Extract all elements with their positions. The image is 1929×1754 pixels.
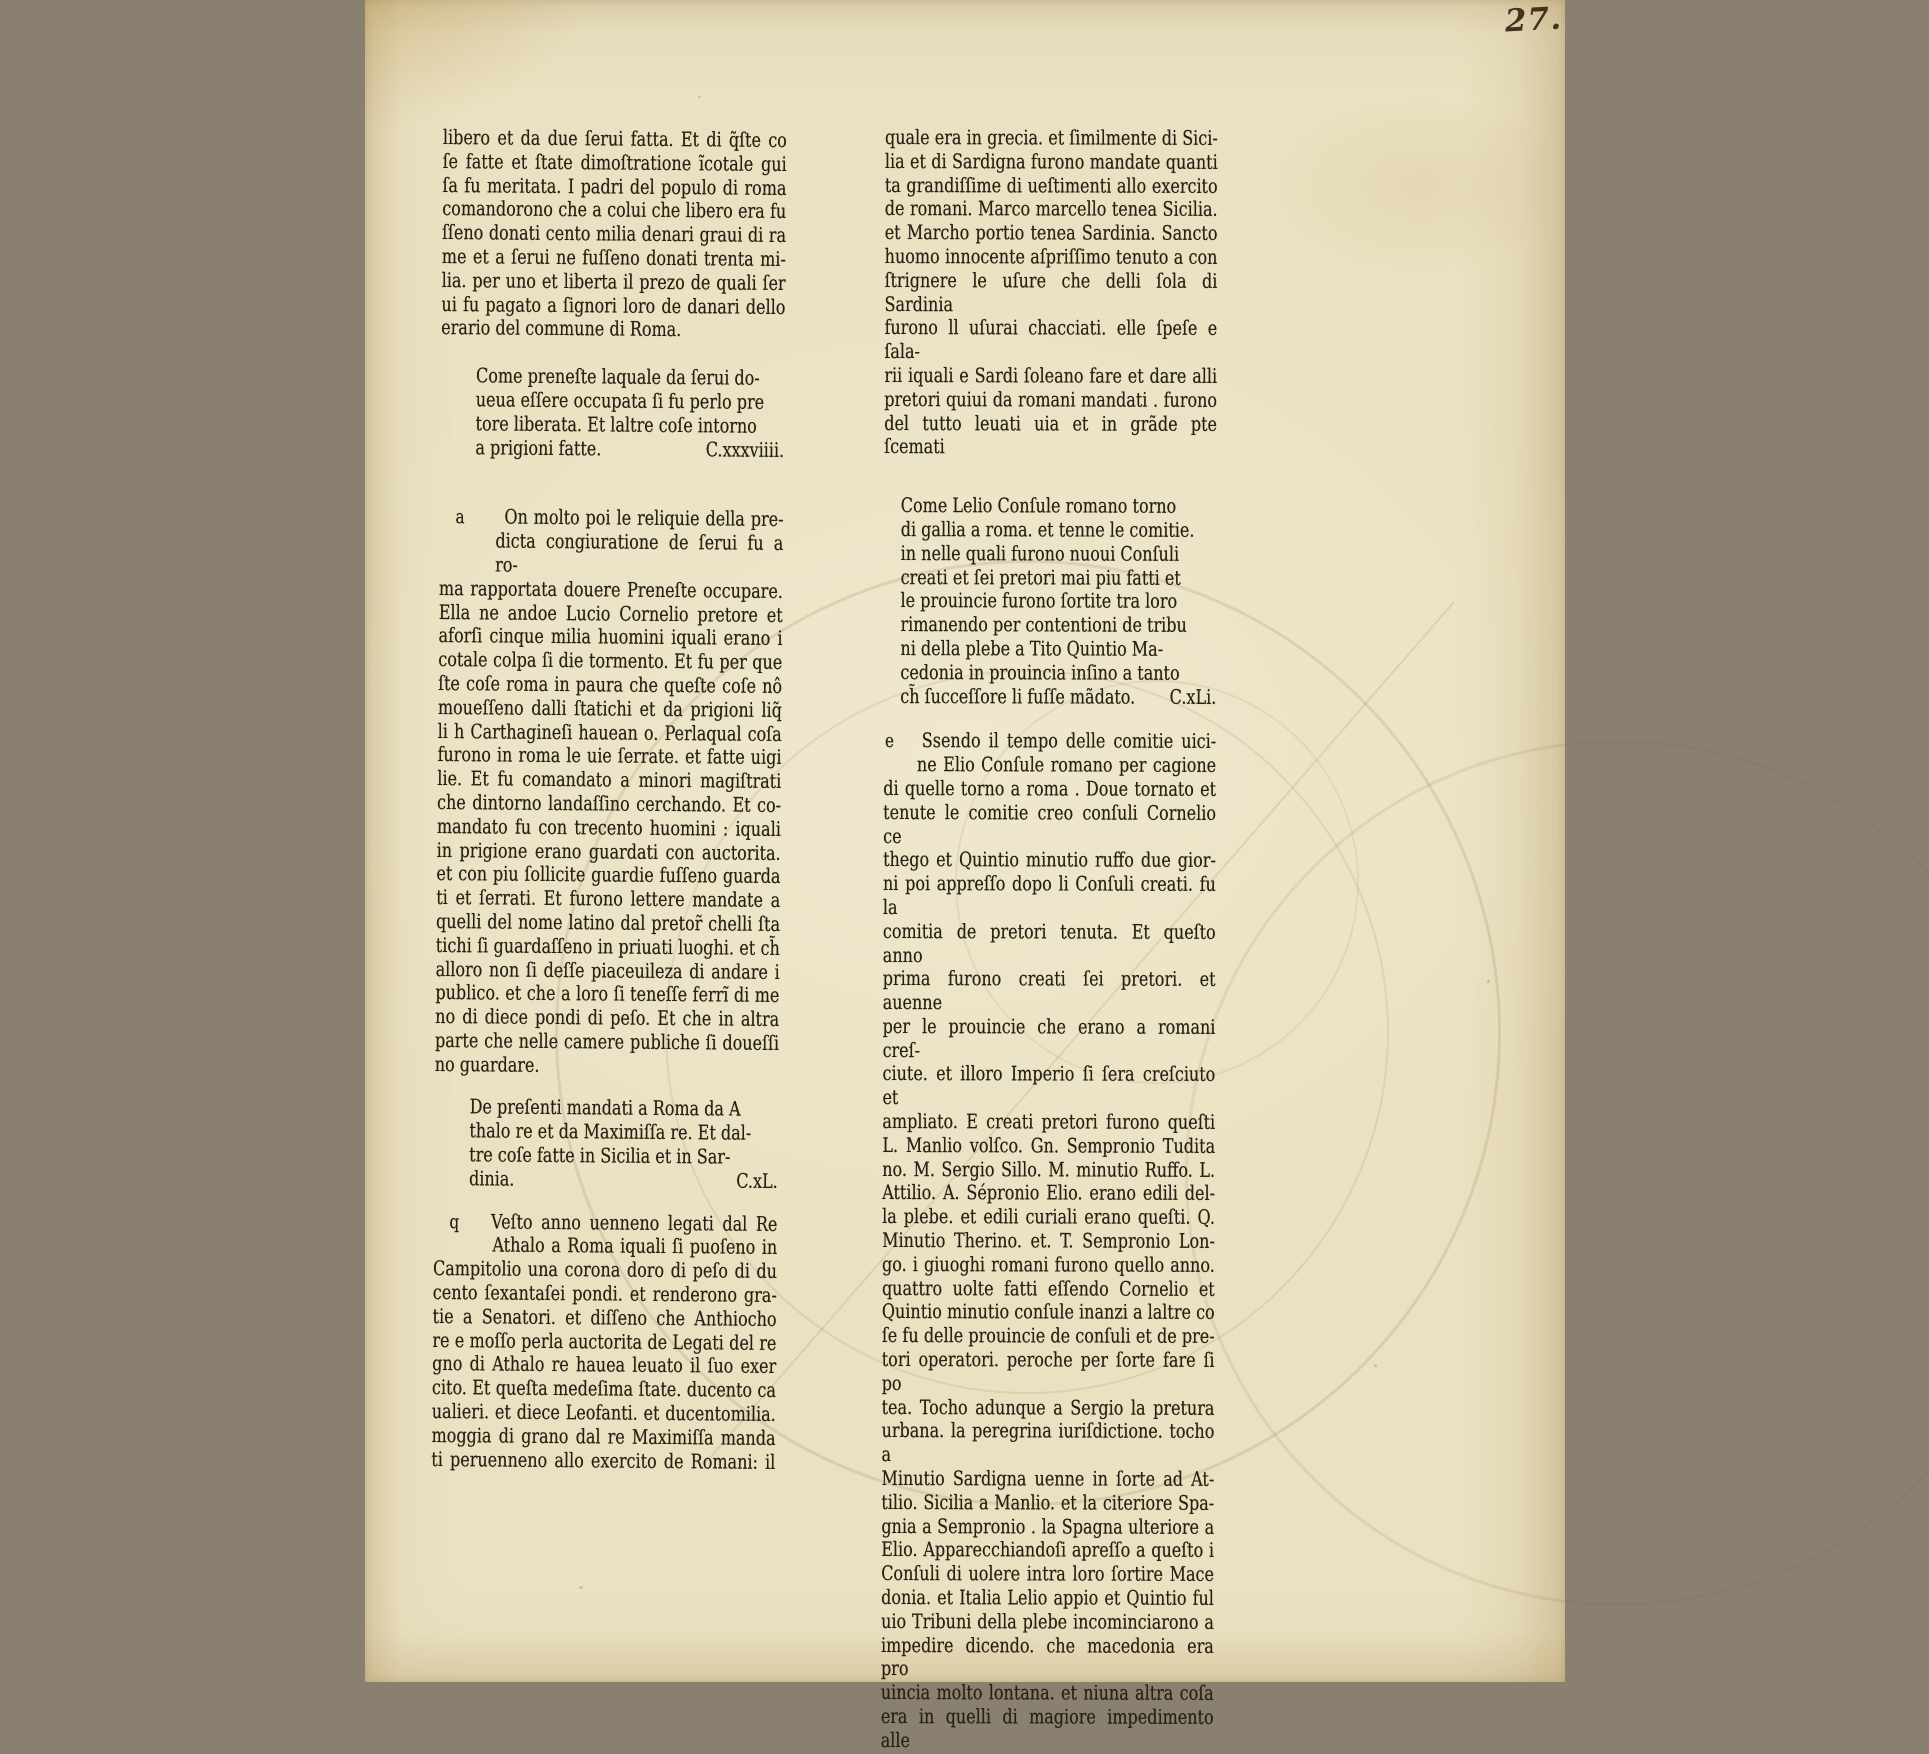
text-line: ualieri. et diece Leofanti. et ducentomilia. <box>431 1400 775 1427</box>
chapter-summary <box>468 1096 778 1194</box>
text-line: ti peruenneno allo exercito de Romani: il <box>431 1448 775 1475</box>
chapter-number: C.xLi. <box>1169 685 1216 709</box>
text-line: rimanendo per contentioni de tribu <box>900 613 1216 638</box>
text-line: no di diece pondi di peſo. Et che in altra <box>435 1005 779 1032</box>
text-line: de romani. Marco marcello tenea Sicilia. <box>884 197 1217 222</box>
text-line: furono ll uſurai chacciati. elle ſpeſe e ſala- <box>884 316 1217 364</box>
text-line: comandorono che a colui che libero era fu <box>442 197 786 224</box>
text-line: ueua eſſere occupata ſi fu perlo pre <box>475 388 784 414</box>
text-line: et con piu ſollicite guardie fuſſeno guarda <box>436 862 780 889</box>
paper-speck <box>579 1586 583 1589</box>
text-line: Quintio minutio conſule inanzi a laltre co <box>881 1300 1214 1325</box>
text-line: ſa fu meritata. I padri del populo di roma <box>442 174 786 201</box>
text-line: ta grandiſſime di ueſtimenti allo exercito <box>884 174 1217 199</box>
folio-number: 27. <box>1504 1 1563 40</box>
text-line: go. i giuoghi romani furono quello anno. <box>881 1253 1214 1278</box>
text-line: in nelle quali furono nuoui Conſuli <box>900 542 1216 567</box>
text-line: lia et di Sardigna furono mandate quanti <box>884 150 1217 175</box>
text-line: ſtrignere le uſure che delli ſola di Sardinia <box>884 269 1217 317</box>
text-line: di quelle torno a roma . Doue tornato et <box>883 777 1216 802</box>
text-line: furono in roma le uie ſerrate. et fatte uigi <box>437 743 781 770</box>
text-line: libero et da due ſerui fatta. Et di q̃ſte co <box>442 126 786 153</box>
chapter-number: C.xxxviiii. <box>705 438 784 462</box>
text-line: tea. Tocho adunque a Sergio la pretura <box>881 1396 1214 1421</box>
text-line: era in quelli di magiore impedimento alle <box>880 1705 1213 1753</box>
text-line: impedire dicendo. che macedonia era pro <box>880 1634 1213 1682</box>
text-line: ſſeno donati cento milia denari graui di ra <box>441 221 785 248</box>
text-line: erario del commune di Roma. <box>441 316 785 343</box>
text-line: L. Manlio volſco. Gn. Sempronio Tudita <box>882 1134 1215 1159</box>
text-line: Minutio Sardigna uenne in ſorte ad At- <box>881 1467 1214 1492</box>
text-line <box>468 1167 777 1193</box>
heading-text: ch̃ ſucceſſore li fuſſe mãdato. <box>900 685 1135 709</box>
text-line: Ella ne andoe Lucio Cornelio pretore et <box>438 601 782 628</box>
text-line: thego et Quintio minutio ruffo due gior- <box>883 848 1216 873</box>
text-line: ni della plebe a Tito Quintio Ma- <box>900 637 1216 662</box>
text-line: tilio. Sicilia a Manlio. et la citeriore Spa- <box>881 1491 1214 1516</box>
text-line: quale era in grecia. et ſimilmente di Sici- <box>884 126 1217 151</box>
text-line: tre coſe fatte in Sicilia et in Sar- <box>469 1143 778 1169</box>
text-line: lia. per uno et liberta il prezo de quali ſer <box>441 269 785 296</box>
text-line: dicta congiuratione de ſerui fu a ro- <box>439 529 783 580</box>
text-line: Campitolio una corona doro di peſo di du <box>432 1257 776 1284</box>
text-line: no guardare. <box>434 1053 778 1080</box>
text-line: uincia molto lontana. et niuna altra coſa <box>880 1681 1213 1706</box>
text-line: ampliato. E creati pretori furono queſti <box>882 1110 1215 1135</box>
rubricator-guide-letter: e <box>884 730 893 754</box>
text-line: moueſſeno dalli ſtatichi et da prigioni liq̃ <box>437 696 781 723</box>
text-line: mandato fu con trecento huomini : iquali <box>436 815 780 842</box>
text-paragraph <box>441 126 787 343</box>
rubricator-guide-letter: a <box>455 506 464 530</box>
text-line: tori operatori. peroche per ſorte fare ſi po <box>881 1348 1214 1396</box>
text-line: ui fu pagato a ſignori loro de danari dello <box>441 293 785 320</box>
text-line <box>900 685 1216 710</box>
text-line: quattro uolte fatti eſſendo Cornelio et <box>881 1277 1214 1302</box>
incunabulum-page <box>365 0 1565 1682</box>
text-line: De preſenti mandati a Roma da A <box>469 1096 778 1122</box>
text-line: ſe fu delle prouincie de conſuli et de pre- <box>881 1324 1214 1349</box>
paper-speck <box>698 96 701 98</box>
paper-speck <box>1374 1364 1377 1367</box>
text-line: prima furono creati ſei pretori. et auenne <box>882 967 1215 1015</box>
text-paragraph <box>884 126 1218 460</box>
text-line: cito. Et queſta medeſima ſtate. ducento ca <box>431 1376 775 1403</box>
text-line: di gallia a roma. et tenne le comitie. <box>900 518 1216 543</box>
text-line: aforſi cinque milia huomini iquali erano i <box>438 624 782 651</box>
text-line: cotale colpa ſi die tormento. Et fu per que <box>438 648 782 675</box>
text-line: Veſto anno uenneno legati dal Re <box>433 1210 777 1237</box>
text-line: urbana. la peregrina iuriſdictione. tocho a <box>881 1419 1214 1467</box>
text-line: ti et ſerrati. Et furono lettere mandate a <box>436 886 780 913</box>
text-line: Come preneſte laquale da ſerui do- <box>475 364 784 390</box>
text-line: Ssendo il tempo delle comitie uici- <box>883 729 1216 754</box>
text-line: ciute. et illoro Imperio ſi ſera creſciuto et <box>882 1062 1215 1110</box>
text-line: Conſuli di uolere intra loro ſortire Mace <box>881 1562 1214 1587</box>
text-line: gno di Athalo re hauea leuato il ſuo exer <box>432 1352 776 1379</box>
text-line: pretori quiui da romani mandati . furono <box>884 388 1217 413</box>
paper-speck <box>1487 980 1490 983</box>
chapter-number: C.xL. <box>736 1169 778 1193</box>
text-line: lie. Et fu comandato a minori magiſtrati <box>437 767 781 794</box>
text-line: donia. et Italia Lelio appio et Quintio ful <box>881 1586 1214 1611</box>
text-line: che dintorno landaſſino cerchando. Et co- <box>436 791 780 818</box>
text-line: tore liberata. Et laltre coſe intorno <box>475 412 784 438</box>
text-line: gnia a Sempronio . la Spagna ulteriore a <box>881 1515 1214 1540</box>
text-line: publico. et che a loro ſi teneſſe ferrĩ di me <box>435 981 779 1008</box>
text-line: ſte coſe roma in paura che queſte coſe nô <box>438 672 782 699</box>
text-line: del tutto leuati uia et in grãde pte ſcemati <box>884 412 1217 460</box>
text-line: cedonia in prouincia inſino a tanto <box>900 661 1216 686</box>
text-line: tie a Senatori. et diſſeno che Anthiocho <box>432 1305 776 1332</box>
text-line: thalo re et da Maximiſſa re. Et dal- <box>469 1120 778 1146</box>
text-line: parte che nelle camere publiche ſi doueſſi <box>434 1029 778 1056</box>
left-text-column <box>431 126 873 1475</box>
text-line: rii iquali e Sardi ſoleano fare et dare alli <box>884 364 1217 389</box>
text-line: in prigione erano guardati con auctorita. <box>436 838 780 865</box>
text-line <box>475 436 784 462</box>
text-line: le prouincie furono ſortite tra loro <box>900 589 1216 614</box>
text-line: tichi ſi guardaſſeno in priuati luoghi. et ch̃ <box>435 934 779 961</box>
text-line: me et a ſerui ne fuſſeno donati trenta mi- <box>441 245 785 272</box>
text-line: no. M. Sergio Sillo. M. minutio Ruffo. L. <box>882 1158 1215 1183</box>
heading-text: dinia. <box>468 1167 514 1191</box>
text-line: re e moſſo perla auctorita de Legati del re <box>432 1329 776 1356</box>
text-line: creati et ſei pretori mai piu fatti et <box>900 566 1216 591</box>
text-line: uio Tribuni della plebe incominciarono a <box>881 1610 1214 1635</box>
text-paragraph <box>431 1210 777 1475</box>
text-line: la plebe. et edili curiali erano queſti. Q. <box>882 1205 1215 1230</box>
text-line: Come Lelio Conſule romano torno <box>900 494 1216 519</box>
text-line: Elio. Apparecchiandoſi apreſſo a queſto i <box>881 1538 1214 1563</box>
chapter-summary <box>900 494 1217 709</box>
text-line: per le prouincie che erano a romani creſ- <box>882 1015 1215 1063</box>
text-line: tenute le comitie creo conſuli Cornelio ce <box>883 801 1216 849</box>
text-line: Athalo a Roma iquali ſi puoſeno in <box>433 1233 777 1260</box>
text-line: li h Carthagineſi hauean o. Perlaqual coſa <box>437 720 781 747</box>
chapter-summary <box>475 364 785 462</box>
text-line: et Marcho portio tenea Sardinia. Sancto <box>884 221 1217 246</box>
text-line: cento ſexantaſei pondi. et renderono gra- <box>432 1281 776 1308</box>
rubricator-guide-letter: q <box>449 1211 459 1235</box>
text-line: ni poi appreſſo dopo li Conſuli creati. fu la <box>882 872 1215 920</box>
text-paragraph <box>434 505 783 1079</box>
text-line: ſe fatte et ſtate dimoſtratione ĩcotale gui <box>442 150 786 177</box>
right-text-column <box>880 126 1300 1754</box>
text-line: comitia de pretori tenuta. Et queſto anno <box>882 920 1215 968</box>
text-line: quelli del nome latino dal pretor̃ chelli ſta <box>435 910 779 937</box>
text-line: Minutio Therino. et. T. Sempronio Lon- <box>882 1229 1215 1254</box>
text-line: huomo innocente aſpriſſimo tenuto a con <box>884 245 1217 270</box>
text-line: On molto poi le reliquie della pre- <box>439 505 783 532</box>
text-line: moggia di grano dal re Maximiſſa manda <box>431 1424 775 1451</box>
heading-text: a prigioni fatte. <box>475 436 601 461</box>
text-line: alloro non ſi deſſe piaceuileza di andare i <box>435 957 779 984</box>
text-line: ma rapportata douere Preneſte occupare. <box>438 577 782 604</box>
text-line: Attilio. A. Sépronio Elio. erano edili del- <box>882 1181 1215 1206</box>
text-line: ne Elio Conſule romano per cagione <box>883 753 1216 778</box>
text-paragraph <box>880 729 1215 1753</box>
